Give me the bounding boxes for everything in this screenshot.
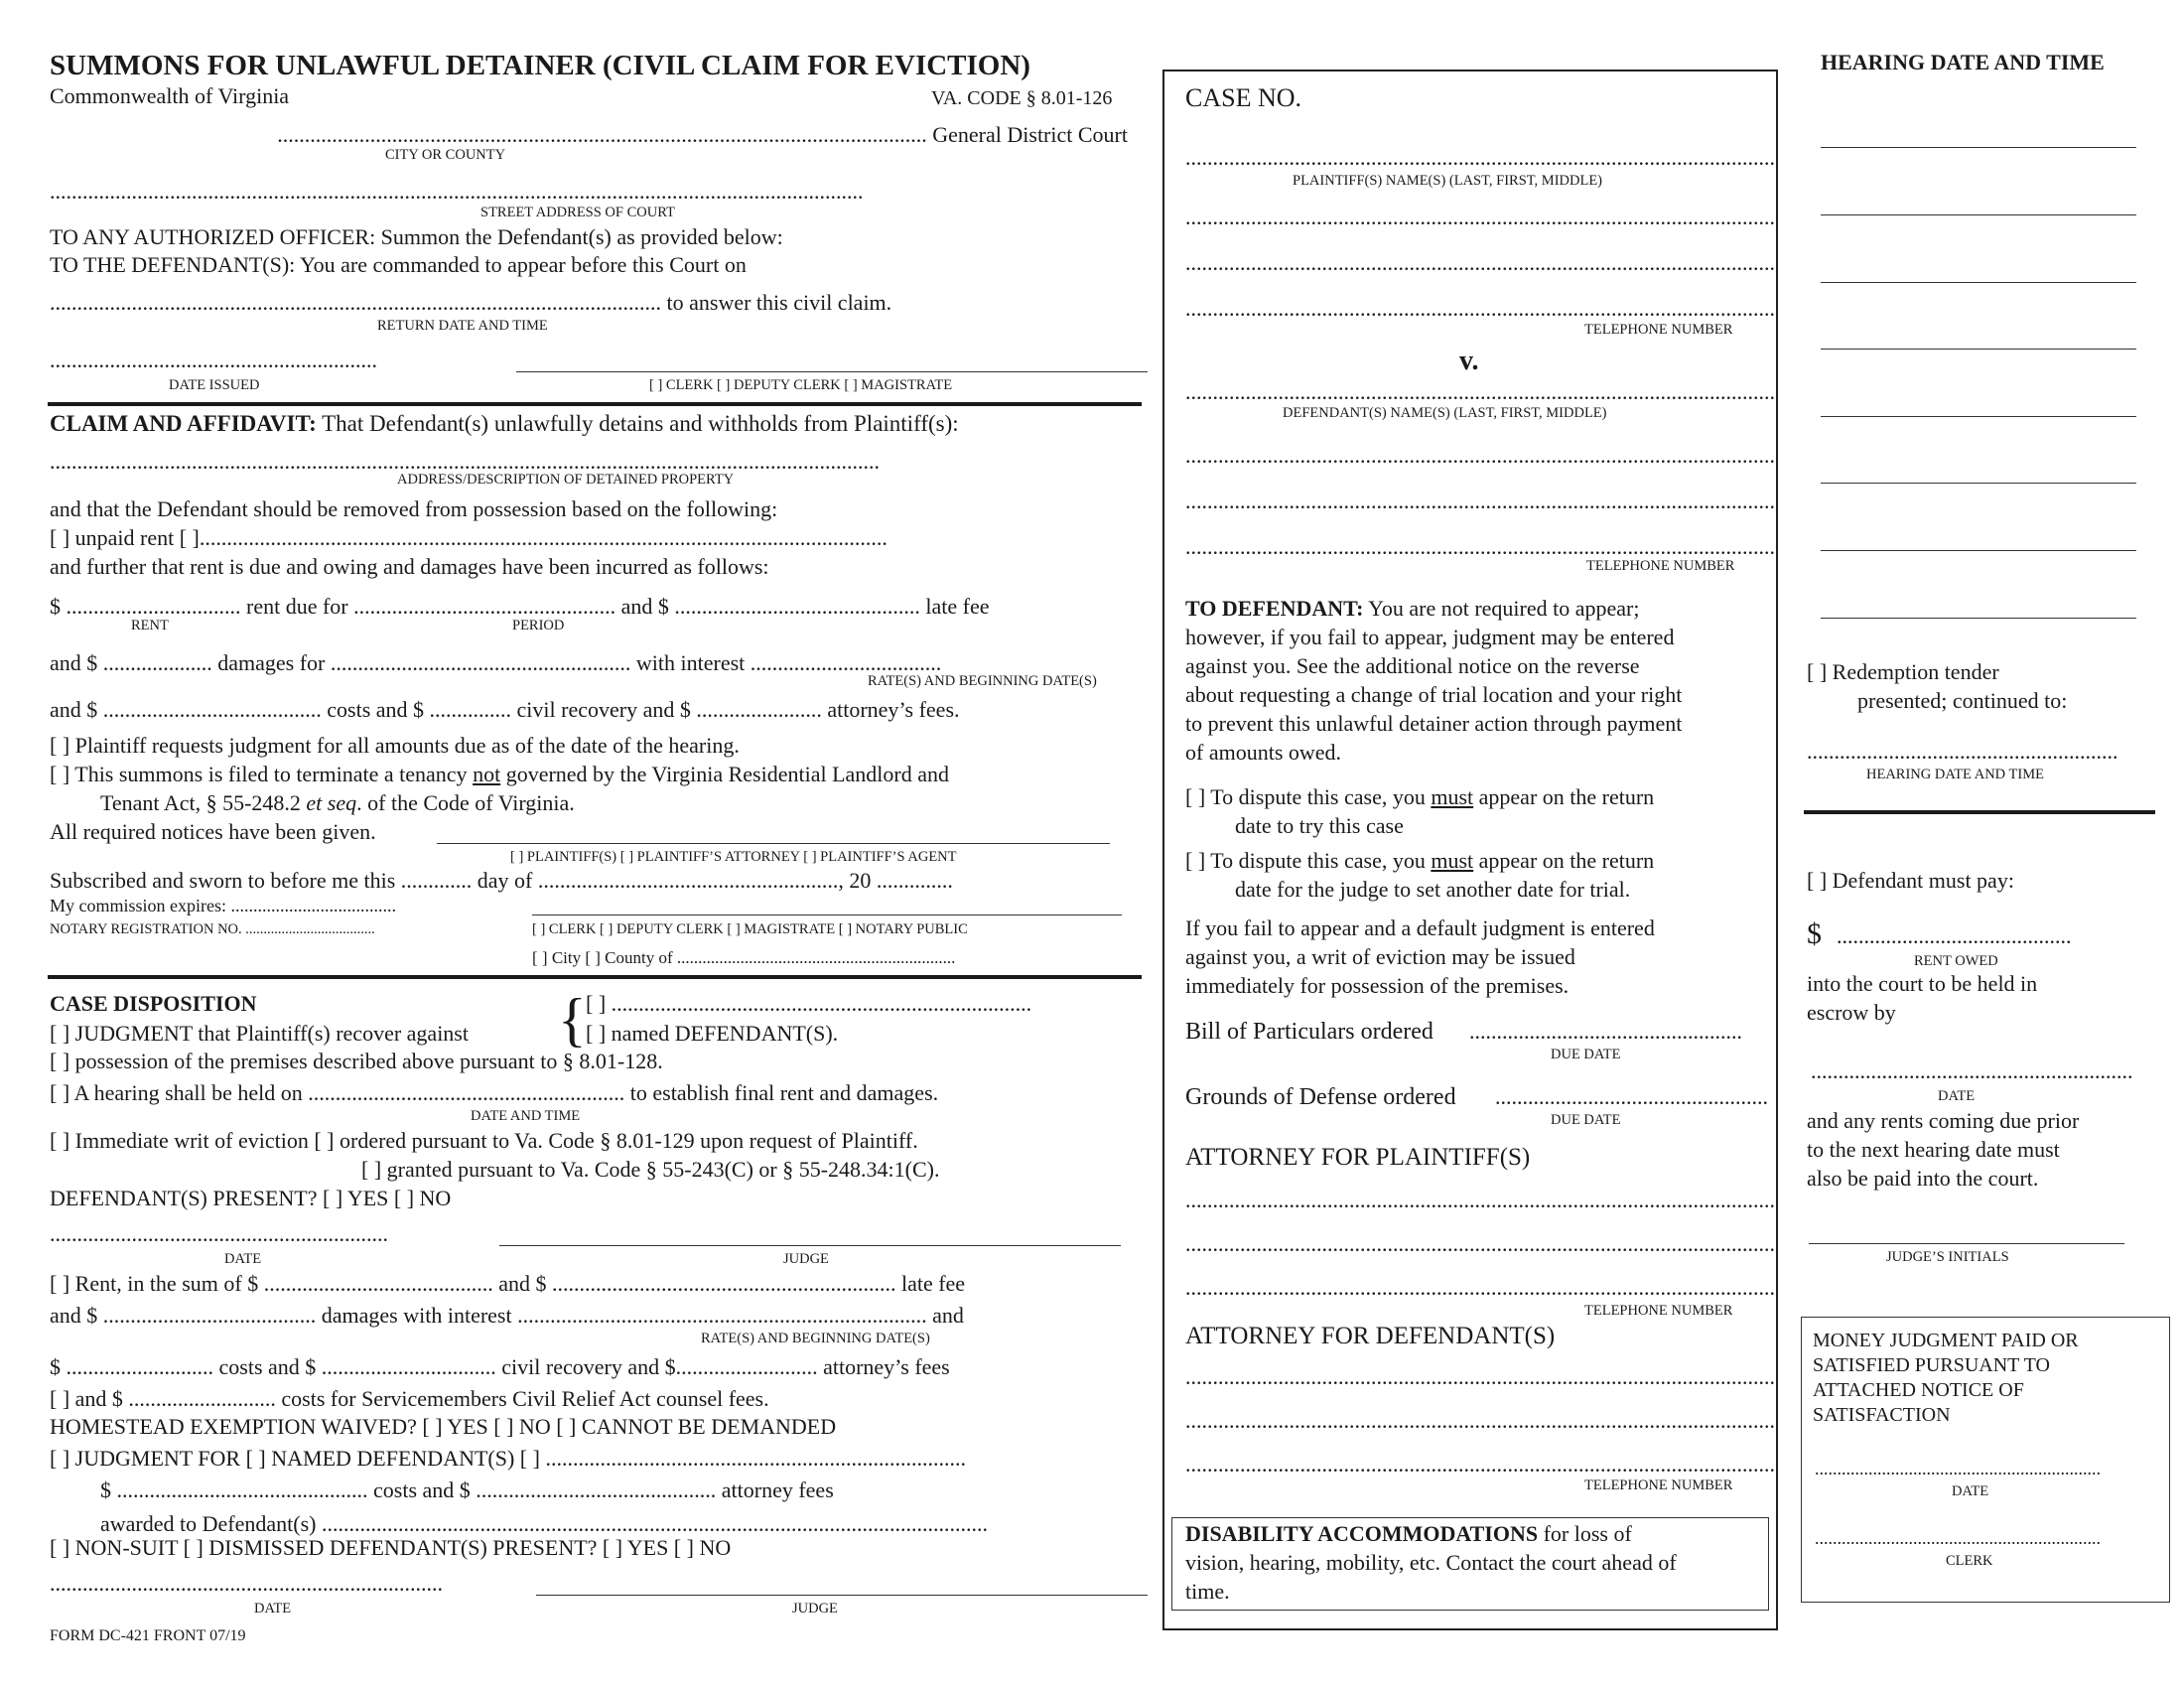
disposition-date-label: DATE [224,1251,262,1267]
default-line-1: If you fail to appear and a default judgment is entered [1185,915,1655,940]
tenancy-code: . of the Code of Virginia. [356,790,575,815]
attorney-defendant-field-2[interactable]: ............................................................................................................ [1185,1408,1775,1433]
to-defendant-line-6: of amounts owed. [1185,740,1342,765]
notary-signature-line[interactable] [532,914,1122,915]
attorney-defendant-phone-field[interactable]: ............................................................................................................ [1185,1452,1775,1477]
judgment-request-checkbox[interactable]: [ ] Plaintiff requests judgment for all amounts due as of the date of the hearing. [50,733,740,758]
disability-text-1: for loss of [1538,1521,1632,1546]
clerk-signature-line[interactable] [516,371,1148,372]
hearing-date-line-7[interactable] [1821,550,2136,551]
rent-sum-line[interactable]: [ ] Rent, in the sum of $ .......................................... and $ ............................................................... late fee [50,1271,966,1296]
hearing-checkbox[interactable]: [ ] A hearing shall be held on .......................................................... to establish final rent and damages. [50,1080,939,1105]
versus-text: v. [1459,346,1479,376]
period-label: PERIOD [512,618,565,633]
removed-text: and that the Defendant should be removed from possession based on the following: [50,496,778,521]
rents-due-line-1: and any rents coming due prior [1807,1108,2080,1133]
attorney-plaintiff-field-2[interactable]: ............................................................................................................ [1185,1231,1775,1256]
continued-date-field[interactable]: ......................................................... [1807,739,2118,764]
section-divider [48,402,1142,406]
brace-icon: { [558,987,587,1053]
defendant-name-label: DEFENDANT(S) NAME(S) (LAST, FIRST, MIDDLE) [1283,405,1607,421]
to-defendant-line-1 [1185,596,1639,622]
disposition-date-field-2[interactable]: ........................................................................ [50,1571,443,1596]
property-address-field[interactable]: ........................................................................................................................................................ [50,449,880,474]
default-line-2: against you, a writ of eviction may be issued [1185,944,1575,969]
property-address-label: ADDRESS/DESCRIPTION OF DETAINED PROPERTY [397,472,735,488]
sworn-line[interactable]: Subscribed and sworn to before me this ............. day of ......................................................., 20 .............. [50,868,953,893]
dispute-date-text-a: [ ] To dispute this case, you [1185,848,1432,873]
to-defendant-bold: TO DEFENDANT: [1185,596,1364,621]
dispute-trial-must: must [1431,784,1474,809]
attorney-defendant-telephone-label: TELEPHONE NUMBER [1584,1477,1733,1493]
bill-particulars-label: Bill of Particulars ordered [1185,1019,1433,1045]
claim-heading-bold: CLAIM AND AFFIDAVIT: [50,411,317,436]
judge-label: JUDGE [783,1251,829,1267]
defendant-present-1[interactable]: DEFENDANT(S) PRESENT? [ ] YES [ ] NO [50,1186,452,1210]
rent-owed-label: RENT OWED [1914,953,1998,969]
bill-due-date-field[interactable]: .................................................. [1469,1019,1742,1044]
date-issued-field[interactable]: ............................................................ [50,348,377,372]
to-defendant-text: TO THE DEFENDANT(S): You are commanded to appear before this Court on [50,252,747,277]
attorney-defendant-heading: ATTORNEY FOR DEFENDANT(S) [1185,1323,1556,1349]
money-judgment-line-1: MONEY JUDGMENT PAID OR [1813,1330,2079,1351]
judge-initials-line[interactable] [1809,1243,2124,1244]
form-title: SUMMONS FOR UNLAWFUL DETAINER (CIVIL CLAIM FOR EVICTION) [50,50,1030,81]
disposition-heading: CASE DISPOSITION [50,991,257,1016]
return-date-field[interactable]: ................................................................................................................ to answer this civil claim. [50,290,892,315]
judge-signature-line[interactable] [499,1245,1121,1246]
grounds-due-date-field[interactable]: .................................................. [1495,1084,1768,1109]
hearing-date-line-6[interactable] [1821,483,2136,484]
claim-heading-text: That Defendant(s) unlawfully detains and withholds from Plaintiff(s): [316,411,959,436]
escrow-line-2: escrow by [1807,1000,1896,1025]
grounds-defense-label: Grounds of Defense ordered [1185,1084,1456,1110]
right-divider [1804,810,2155,814]
default-line-3: immediately for possession of the premises. [1185,973,1570,998]
commission-field[interactable]: My commission expires: ..................................... [50,896,396,915]
possession-checkbox[interactable]: [ ] possession of the premises described above pursuant to § 8.01-128. [50,1049,663,1073]
disability-line-3: time. [1185,1579,1230,1604]
defendant-name-field-1[interactable]: ............................................................................................................ [1185,379,1775,404]
hearing-date-heading: HEARING DATE AND TIME [1821,50,2105,74]
against-option-named[interactable]: [ ] named DEFENDANT(S). [586,1021,839,1046]
commonwealth-text: Commonwealth of Virginia [50,83,290,108]
damages-line[interactable]: and $ .................... damages for ....................................................... with interest ................................... [50,650,942,675]
disability-line-2: vision, hearing, mobility, etc. Contact the court ahead of [1185,1550,1677,1575]
to-defendant-line-2: however, if you fail to appear, judgment may be entered [1185,625,1675,649]
bill-due-date-label: DUE DATE [1551,1047,1621,1062]
dispute-trial-text-b: appear on the return [1473,784,1655,809]
redemption-text: presented; continued to: [1857,688,2068,713]
defendant-costs-line[interactable]: $ .............................................. costs and $ ............................................ attorney fees [100,1477,834,1502]
rent-line[interactable]: $ ................................ rent due for ................................................ and $ ............................................. late fee [50,594,990,619]
homestead-line[interactable]: HOMESTEAD EXEMPTION WAIVED? [ ] YES [ ] NO [ ] CANNOT BE DEMANDED [50,1414,837,1439]
satisfaction-date-field[interactable]: ................................................................ [1815,1459,2101,1478]
city-county-options[interactable]: [ ] City [ ] County of .................................................................. [532,948,956,967]
plaintiff-phone-field[interactable]: ............................................................................................................ [1185,296,1775,321]
tenancy-checkbox[interactable] [50,762,949,787]
hearing-date-label: DATE AND TIME [471,1108,581,1124]
date-issued-label: DATE ISSUED [169,377,260,393]
notices-text: All required notices have been given. [50,819,376,844]
to-defendant-text-1: You are not required to appear; [1363,596,1640,621]
return-date-label: RETURN DATE AND TIME [377,318,548,334]
grounds-due-date-label: DUE DATE [1551,1112,1621,1128]
to-defendant-line-3: against you. See the additional notice on the reverse [1185,653,1640,678]
code-reference: VA. CODE § 8.01-126 [931,87,1113,109]
attorney-plaintiff-heading: ATTORNEY FOR PLAINTIFF(S) [1185,1144,1531,1171]
redemption-checkbox[interactable]: [ ] Redemption tender [1807,659,1999,684]
judge-initials-label: JUDGE’S INITIALS [1886,1249,2009,1265]
tenancy-text-b: governed by the Virginia Residential Landlord and [500,762,950,786]
dispute-trial-text-a: [ ] To dispute this case, you [1185,784,1432,809]
defendant-name-field-2[interactable]: ............................................................................................................ [1185,443,1775,468]
disability-line-1 [1185,1521,1632,1547]
to-defendant-line-5: to prevent this unlawful detainer action through payment [1185,711,1683,736]
clerk-options[interactable]: [ ] CLERK [ ] DEPUTY CLERK [ ] MAGISTRATE [649,377,953,393]
hearing-date-line-8[interactable] [1821,618,2136,619]
disability-bold: DISABILITY ACCOMMODATIONS [1185,1521,1539,1546]
city-county-label: CITY OR COUNTY [385,147,506,163]
hearing-date-line-1[interactable] [1821,147,2136,148]
money-judgment-line-3: ATTACHED NOTICE OF [1813,1379,2024,1401]
dispute-date-checkbox[interactable] [1185,848,1654,874]
judgment-for-checkbox[interactable]: [ ] JUDGMENT FOR [ ] NAMED DEFENDANT(S) [ ] ............................................................................. [50,1446,966,1471]
claim-heading [50,411,959,437]
plaintiff-name-label: PLAINTIFF(S) NAME(S) (LAST, FIRST, MIDDLE) [1293,173,1603,189]
rent-label: RENT [131,618,169,633]
defendant-telephone-label: TELEPHONE NUMBER [1586,558,1735,574]
rent-owed-field[interactable]: ........................................... [1837,923,2072,948]
attorney-plaintiff-telephone-label: TELEPHONE NUMBER [1584,1303,1733,1319]
disposition-costs-line[interactable]: $ ........................... costs and $ ................................ civil recovery and $.......................... attorney’s fees [50,1354,950,1379]
rate-label: RATE(S) AND BEGINNING DATE(S) [868,673,1097,689]
unpaid-rent-checkbox[interactable]: [ ] unpaid rent [ ].............................................................................................................................. [50,525,887,550]
attorney-defendant-field-1[interactable]: ............................................................................................................ [1185,1364,1775,1389]
hearing-date-line-3[interactable] [1821,282,2136,283]
attorney-plaintiff-field-1[interactable]: ............................................................................................................ [1185,1188,1775,1212]
escrow-line-1: into the court to be held in [1807,971,2038,996]
plaintiff-name-field-2[interactable]: ............................................................................................................ [1185,205,1775,229]
dollar-sign: $ [1807,917,1822,950]
plaintiff-signature-line[interactable] [437,843,1110,844]
writ-granted-checkbox[interactable]: [ ] granted pursuant to Va. Code § 55-243(C) or § 55-248.34:1(C). [361,1157,940,1182]
to-defendant-line-4: about requesting a change of trial location and your right [1185,682,1683,707]
court-field[interactable]: ....................................................................................................................... General District Court [277,122,1128,147]
attorney-plaintiff-phone-field[interactable]: ............................................................................................................ [1185,1275,1775,1300]
rents-due-line-2: to the next hearing date must [1807,1137,2060,1162]
tenancy-text-a: [ ] This summons is filed to terminate a tenancy [50,762,474,786]
form-id: FORM DC-421 FRONT 07/19 [50,1627,246,1644]
tenancy-etseq: et seq [306,790,357,815]
plaintiff-name-field-1[interactable]: ............................................................................................................ [1185,145,1775,170]
disposition-rate-label: RATE(S) AND BEGINNING DATE(S) [701,1331,930,1346]
satisfaction-date-label: DATE [1952,1483,1989,1499]
rents-due-line-3: also be paid into the court. [1807,1166,2039,1191]
writ-checkbox[interactable]: [ ] Immediate writ of eviction [ ] ordered pursuant to Va. Code § 8.01-129 upon request of Plaintiff. [50,1128,918,1153]
money-judgment-line-4: SATISFACTION [1813,1404,1951,1426]
notary-options[interactable]: [ ] CLERK [ ] DEPUTY CLERK [ ] MAGISTRATE [ ] NOTARY PUBLIC [532,921,968,937]
dispute-date-text-b: appear on the return [1473,848,1655,873]
against-option-blank[interactable]: [ ] ............................................................................. [586,991,1032,1016]
costs-line[interactable]: and $ ........................................ costs and $ ............... civil recovery and $ ....................... attorney’s fees. [50,697,960,722]
continued-date-label: HEARING DATE AND TIME [1866,767,2044,782]
signer-options[interactable]: [ ] PLAINTIFF(S) [ ] PLAINTIFF’S ATTORNEY [ ] PLAINTIFF’S AGENT [510,849,957,865]
judgment-against-checkbox[interactable]: [ ] JUDGMENT that Plaintiff(s) recover against [50,1021,469,1046]
hearing-date-line-5[interactable] [1821,416,2136,417]
nonsuit-line[interactable]: [ ] NON-SUIT [ ] DISMISSED DEFENDANT(S) PRESENT? [ ] YES [ ] NO [50,1535,732,1560]
to-officer-text: TO ANY AUTHORIZED OFFICER: Summon the Defendant(s) as provided below: [50,224,783,249]
case-no-label: CASE NO. [1185,83,1302,112]
tenancy-not: not [473,762,501,786]
dispute-date-text-c: date for the judge to set another date for trial. [1235,877,1631,902]
satisfaction-clerk-label: CLERK [1946,1553,1993,1569]
street-address-label: STREET ADDRESS OF COURT [480,205,675,220]
dispute-trial-checkbox[interactable] [1185,784,1654,810]
hearing-date-line-2[interactable] [1821,214,2136,215]
street-address-field[interactable]: ..................................................................................................................................................... [50,179,864,204]
must-pay-checkbox[interactable]: [ ] Defendant must pay: [1807,868,2014,893]
section-divider-2 [48,975,1142,979]
escrow-date-label: DATE [1938,1088,1976,1104]
disposition-date-label-2: DATE [254,1601,292,1617]
money-judgment-line-2: SATISFIED PURSUANT TO [1813,1354,2050,1376]
defendant-name-field-3[interactable]: ............................................................................................................ [1185,489,1775,513]
tenancy-act: Tenant Act, § 55-248.2 [100,790,307,815]
hearing-date-line-4[interactable] [1821,349,2136,350]
scra-checkbox[interactable]: [ ] and $ ........................... costs for Servicemembers Civil Relief Act counsel fees. [50,1386,769,1411]
defendant-phone-field[interactable]: ............................................................................................................ [1185,534,1775,559]
dispute-date-must: must [1431,848,1474,873]
escrow-date-field[interactable]: ........................................................... [1811,1058,2133,1083]
judge-label-2: JUDGE [792,1601,838,1617]
plaintiff-name-field-3[interactable]: ............................................................................................................ [1185,250,1775,275]
dispute-trial-text-c: date to try this case [1235,813,1404,838]
further-text: and further that rent is due and owing and damages have been incurred as follows: [50,554,769,579]
disposition-date-field[interactable]: .............................................................. [50,1221,388,1246]
plaintiff-telephone-label: TELEPHONE NUMBER [1584,322,1733,338]
satisfaction-clerk-field[interactable]: ................................................................ [1815,1528,2101,1548]
judge-signature-line-2[interactable] [536,1595,1148,1596]
awarded-line[interactable]: awarded to Defendant(s) .......................................................................................................................... [100,1511,988,1536]
tenancy-text-2 [100,790,575,816]
damages-interest-line[interactable]: and $ ....................................... damages with interest ........................................................................... and [50,1303,964,1328]
notary-registration-field[interactable]: NOTARY REGISTRATION NO. .................................... [50,921,375,937]
